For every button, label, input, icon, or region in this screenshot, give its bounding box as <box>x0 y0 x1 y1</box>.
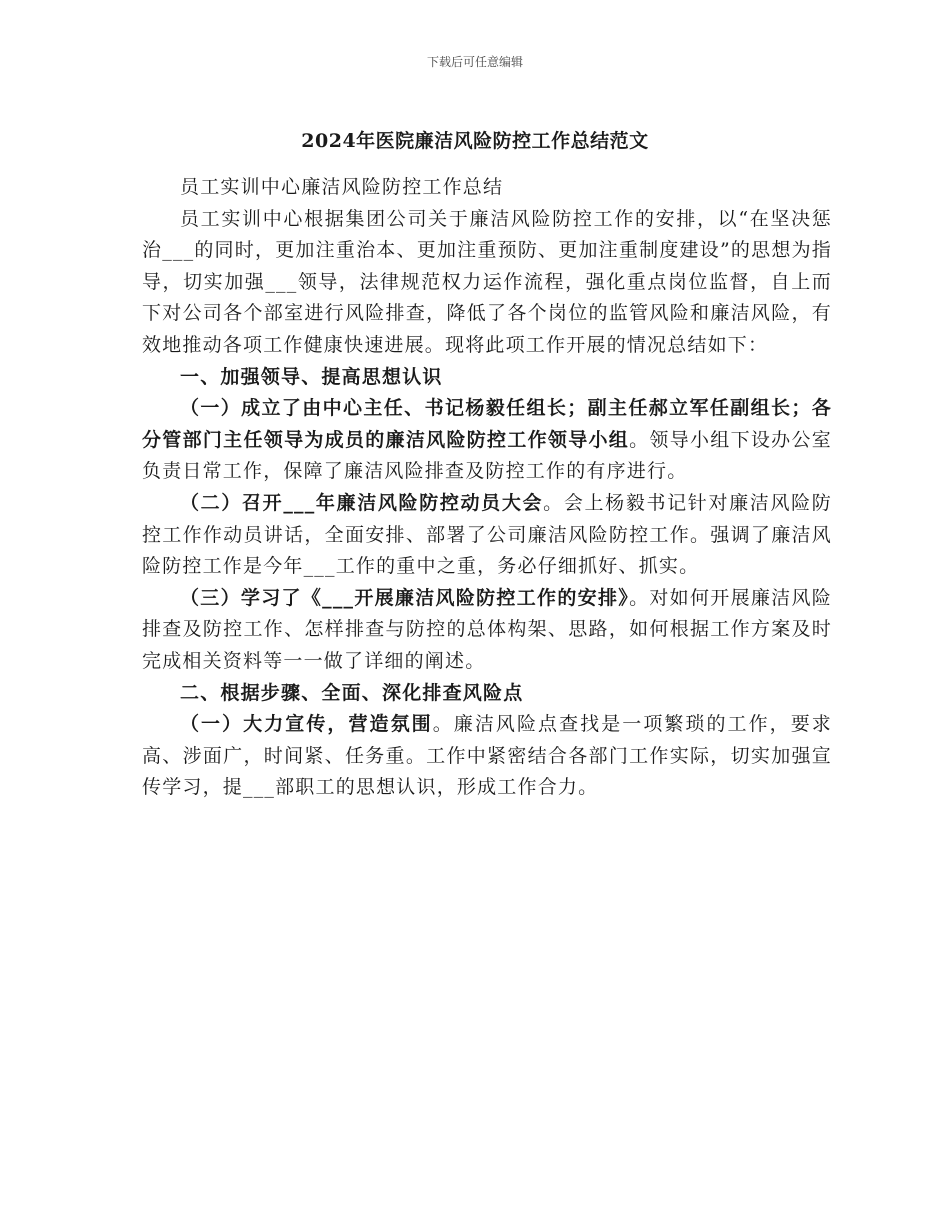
section-1-item-2 <box>142 488 832 583</box>
intro-paragraph: 员工实训中心根据集团公司关于廉洁风险防控工作的安排，以“在坚决惩治___的同时，更加注重治本、更加注重预防、更加注重制度建设”的思想为指导，切实加强___领导，法律规范权力运作流程，强化重点岗位监督，自上而下对公司各个部室进行风险排查，降低了各个岗位的监管风险和廉洁风险，有效地推动各项工作健康快速进展。现将此项工作开展的情况总结如下： <box>142 207 832 356</box>
document-subtitle: 员工实训中心廉洁风险防控工作总结 <box>180 176 504 198</box>
section-2-item-1-lead: （一）大力宣传，营造氛围 <box>180 713 433 736</box>
section-1-heading: 一、加强领导、提高思想认识 <box>180 365 443 388</box>
page-header: 下载后可任意编辑 <box>426 55 523 69</box>
section-2-item-1-text: 。廉洁风险点查找是一项繁琐的工作，要求高、涉面广，时间紧、任务重。工作中紧密结合各部门工作实际，切实加强宣传学习，提___部职工的思想认识，形成工作合力。 <box>142 713 832 799</box>
section-1-item-2-text: 。会上杨毅书记针对廉洁风险防控工作作动员讲话，全面安排、部署了公司廉洁风险防控工作。强调了廉洁风险防控工作是今年___工作的重中之重，务必仔细抓好、抓实。 <box>142 491 832 578</box>
document-title: 2024年医院廉洁风险防控工作总结范文 <box>301 130 649 152</box>
section-1-item-3-text: 。对如何开展廉洁风险排查及防控工作、怎样排查与防控的总体构架、思路，如何根据工作方案及时完成相关资料等一一做了详细的阐述。 <box>142 586 832 672</box>
section-1-item-3-lead: （三）学习了《___开展廉洁风险防控工作的安排》 <box>180 586 630 609</box>
section-2-item-1 <box>142 709 832 804</box>
section-1-item-3 <box>142 583 832 678</box>
document-body <box>142 172 832 804</box>
section-1-item-1 <box>142 393 832 488</box>
section-2-heading: 二、根据步骤、全面、深化排查风险点 <box>180 681 524 704</box>
section-1-item-2-lead: （二）召开___年廉洁风险防控动员大会 <box>180 491 544 514</box>
section-1-item-1-lead: （一）成立了由中心主任、书记杨毅任组长；副主任郝立军任副组长；各分管部门主任领导为成员的廉洁风险防控工作领导小组 <box>142 397 832 451</box>
section-1-item-1-text: 。领导小组下设办公室负责日常工作，保障了廉洁风险排查及防控工作的有序进行。 <box>142 428 832 483</box>
